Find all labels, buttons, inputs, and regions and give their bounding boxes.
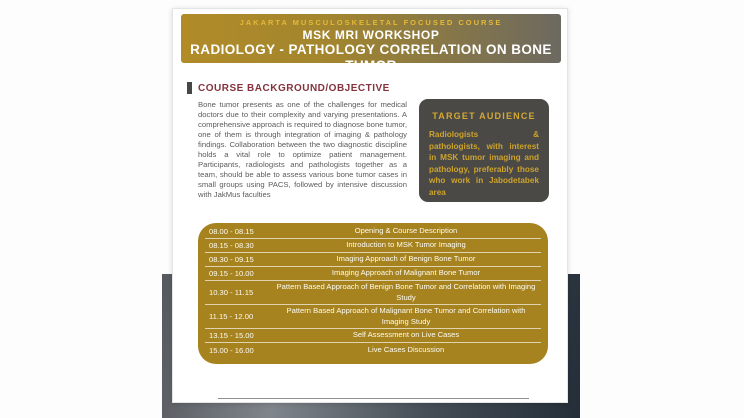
session-title: Imaging Approach of Malignant Bone Tumor (331, 268, 481, 278)
session-time: 13.15 - 15.00 (209, 331, 254, 340)
target-audience-text: Radiologists & pathologists, with interest in MSK tumor imaging and pathology, preferably those who work in Jabodetabek area (429, 130, 539, 197)
table-row (205, 253, 541, 267)
session-time: 08.00 - 08.15 (209, 227, 254, 236)
schedule-table (198, 223, 548, 364)
session-time: 11.15 - 12.00 (209, 312, 254, 321)
session-title: Pattern Based Approach of Benign Bone Tumor and Correlation with Imaging Study (276, 282, 536, 302)
table-row (205, 267, 541, 281)
table-row (205, 305, 541, 329)
section-heading (187, 82, 390, 94)
workshop-title: MSK MRI WORKSHOP (302, 28, 440, 42)
session-title: Pattern Based Approach of Malignant Bone Tumor and Correlation with Imaging Study (286, 306, 526, 326)
table-row (205, 225, 541, 239)
footer-divider-line (218, 398, 529, 399)
session-title: Opening & Course Description (354, 226, 458, 236)
section-heading-label: COURSE BACKGROUND/OBJECTIVE (198, 82, 390, 94)
target-audience-title: TARGET AUDIENCE (432, 111, 536, 121)
table-row (205, 329, 541, 343)
flyer-card (172, 8, 568, 403)
session-time: 15.00 - 16.00 (209, 345, 254, 355)
header-banner (181, 14, 561, 73)
table-row (205, 281, 541, 305)
table-row (205, 343, 541, 357)
session-title: Self Assessment on Live Cases (352, 330, 460, 340)
workshop-subtitle: RADIOLOGY - PATHOLOGY CORRELATION ON BONE TUMOR (190, 42, 552, 73)
course-tag: JAKARTA MUSCULOSKELETAL FOCUSED COURSE (239, 18, 503, 27)
session-time: 10.30 - 11.15 (209, 288, 254, 297)
target-audience-box (419, 99, 549, 202)
table-row (205, 239, 541, 253)
session-time: 08.30 - 09.15 (209, 255, 254, 264)
session-time: 09.15 - 10.00 (209, 269, 254, 278)
session-time: 08.15 - 08.30 (209, 241, 254, 250)
session-title: Live Cases Discussion (367, 344, 445, 354)
course-background-text: Bone tumor presents as one of the challenges for medical doctors due to their complexity and varying presentations. A comprehensive approach is required to diagnose bone tumor, one of them is through integration of imaging & pathology findings. Collaboration between the two diagnostic discipline holds a vital role to optimize patient management. Participants, radiologists and pathologists together as a team, should be able to assess various bone tumor cases in small groups using PACS, followed by intensive discussion with JakMus faculties (198, 100, 407, 199)
session-title: Imaging Approach of Benign Bone Tumor (336, 254, 476, 264)
heading-accent-bar (187, 82, 192, 94)
session-title: Introduction to MSK Tumor Imaging (346, 240, 466, 250)
